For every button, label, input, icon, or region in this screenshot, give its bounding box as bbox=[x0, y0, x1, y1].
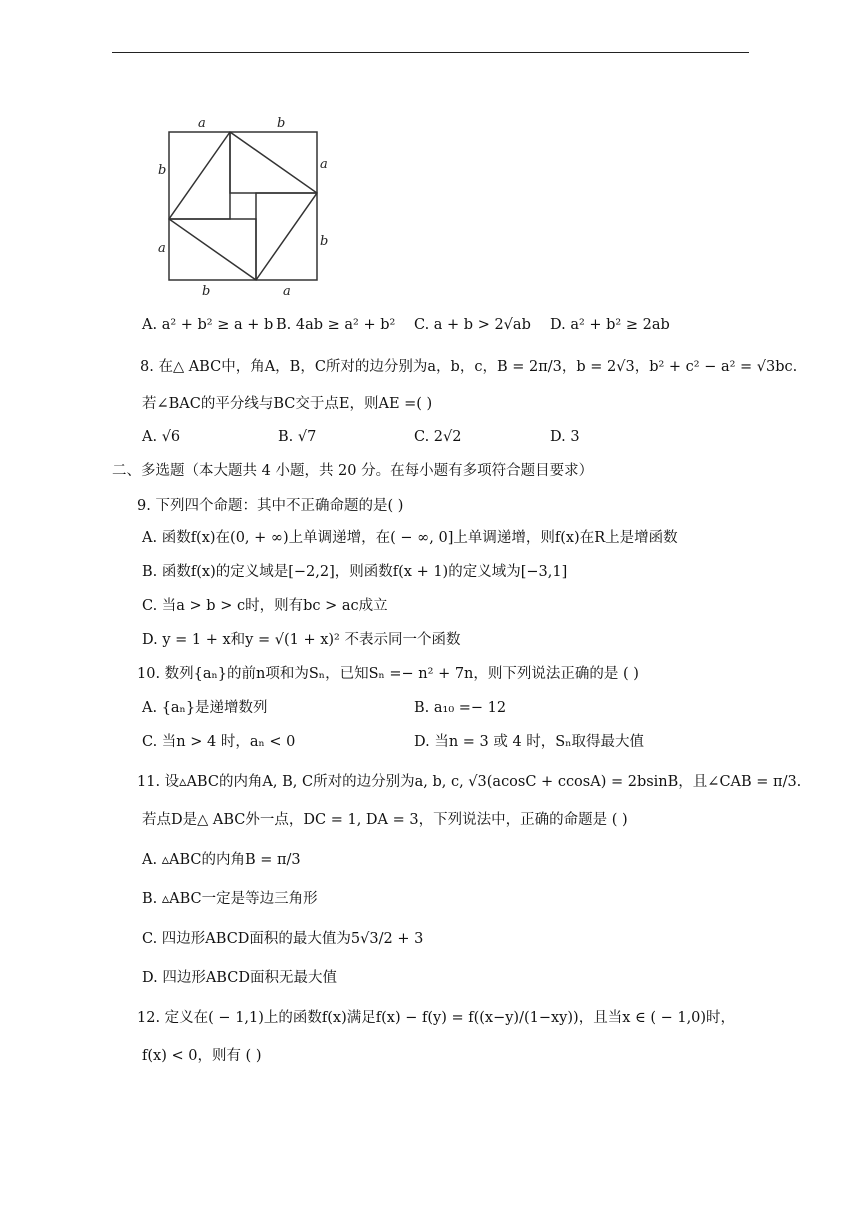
header-rule bbox=[112, 52, 749, 53]
q9-option-a: A. 函数f(x)在(0, + ∞)上单调递增，在( − ∞, 0]上单调递增，则f(x)在R上是增函数 bbox=[142, 530, 678, 546]
square-diagram bbox=[150, 112, 350, 302]
label-top-a: a bbox=[198, 116, 206, 131]
q9-stem: 9. 下列四个命题：其中不正确命题的是( ) bbox=[137, 498, 404, 514]
q8-stem-line2: 若∠BAC的平分线与BC交于点E，则AE =( ) bbox=[142, 396, 433, 412]
label-left-b: b bbox=[158, 163, 167, 178]
q7-option-d: D. a² + b² ≥ 2ab bbox=[550, 317, 670, 333]
label-bottom-b: b bbox=[202, 284, 211, 299]
label-right-a: a bbox=[320, 157, 328, 172]
label-left-a: a bbox=[158, 241, 166, 256]
q8-option-a: A. √6 bbox=[142, 429, 181, 445]
q11-option-c: C. 四边形ABCD面积的最大值为5√3/2 + 3 bbox=[142, 931, 424, 947]
q7-option-b: B. 4ab ≥ a² + b² bbox=[276, 317, 396, 333]
q9-option-d: D. y = 1 + x和y = √(1 + x)² 不表示同一个函数 bbox=[142, 632, 461, 648]
q9-option-c: C. 当a > b > c时，则有bc > ac成立 bbox=[142, 598, 388, 614]
q10-option-c: C. 当n > 4 时，aₙ < 0 bbox=[142, 734, 296, 750]
q10-option-a: A. {aₙ}是递增数列 bbox=[142, 700, 268, 716]
q8-option-d: D. 3 bbox=[550, 429, 580, 445]
label-top-b: b bbox=[277, 116, 286, 131]
q10-option-b: B. a₁₀ =− 12 bbox=[414, 700, 507, 716]
q9-option-b: B. 函数f(x)的定义域是[−2,2]，则函数f(x + 1)的定义域为[−3,1] bbox=[142, 564, 568, 580]
q8-stem-line1: 8. 在△ ABC中，角A，B，C所对的边分别为a，b，c，B = 2π/3，b = 2√3，b² + c² − a² = √3bc. bbox=[140, 359, 798, 375]
outer-square bbox=[169, 132, 317, 280]
q12-stem-line2: f(x) < 0，则有 ( ) bbox=[142, 1048, 262, 1064]
q11-option-b: B. ▵ABC一定是等边三角形 bbox=[142, 891, 318, 907]
q11-stem-line2: 若点D是△ ABC外一点，DC = 1, DA = 3，下列说法中，正确的命题是 ( ) bbox=[142, 812, 628, 828]
inner-square bbox=[169, 132, 317, 280]
q10-stem: 10. 数列{aₙ}的前n项和为Sₙ，已知Sₙ =− n² + 7n，则下列说法正确的是 ( ) bbox=[137, 666, 639, 682]
q12-stem-line1: 12. 定义在( − 1,1)上的函数f(x)满足f(x) − f(y) = f((x−y)/(1−xy))，且当x ∈ ( − 1,0)时， bbox=[137, 1010, 736, 1026]
q11-stem-line1: 11. 设▵ABC的内角A, B, C所对的边分别为a, b, c, √3(acosC + ccosA) = 2bsinB，且∠CAB = π/3. bbox=[137, 774, 802, 790]
q7-option-a: A. a² + b² ≥ a + b bbox=[142, 317, 274, 333]
section-heading: 二、多选题（本大题共 4 小题，共 20 分。在每小题有多项符合题目要求） bbox=[112, 463, 594, 479]
label-bottom-a: a bbox=[283, 284, 291, 299]
q11-option-a: A. ▵ABC的内角B = π/3 bbox=[142, 852, 301, 868]
q11-option-d: D. 四边形ABCD面积无最大值 bbox=[142, 970, 337, 986]
q10-option-d: D. 当n = 3 或 4 时，Sₙ取得最大值 bbox=[414, 734, 645, 750]
q8-option-c: C. 2√2 bbox=[414, 429, 462, 445]
q8-option-b: B. √7 bbox=[278, 429, 317, 445]
q7-option-c: C. a + b > 2√ab bbox=[414, 317, 531, 333]
label-right-b: b bbox=[320, 234, 329, 249]
